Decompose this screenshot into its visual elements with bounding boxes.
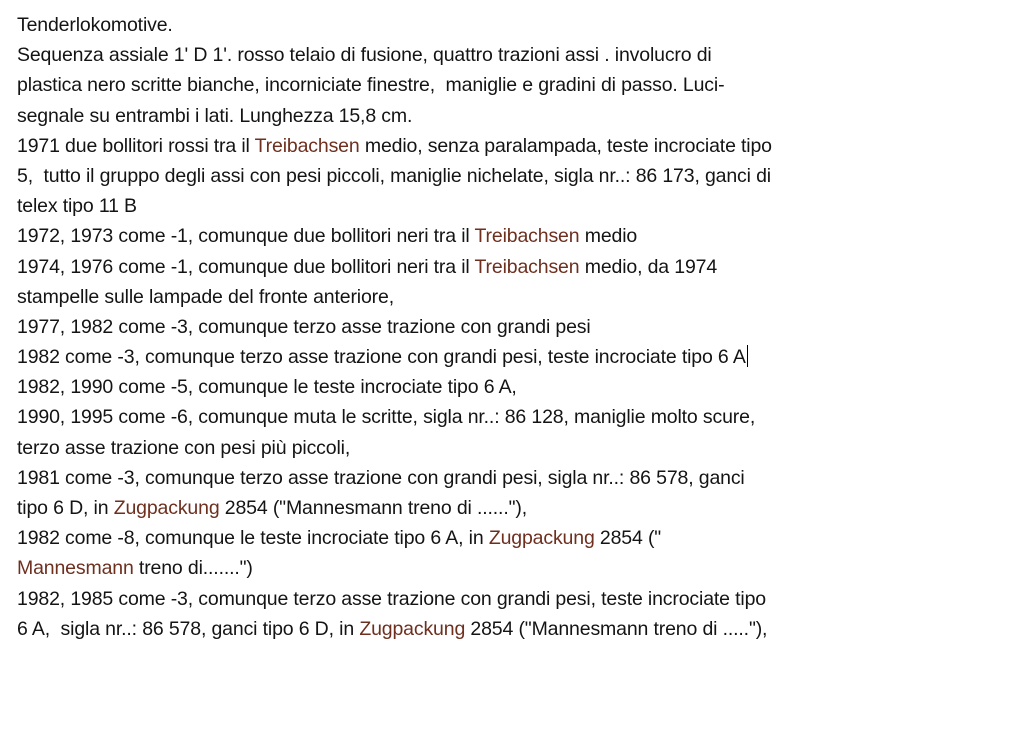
text-run: medio, da 1974 xyxy=(579,255,718,278)
text-line xyxy=(17,312,1017,342)
text-run: 1982, 1985 come -3, comunque terzo asse trazione con grandi pesi, teste incrociate tipo xyxy=(17,587,766,610)
text-run: 1974, 1976 come -1, comunque due bollitori neri tra il xyxy=(17,255,475,278)
text-run: 1977, 1982 come -3, comunque terzo asse trazione con grandi pesi xyxy=(17,315,591,338)
text-line xyxy=(17,402,1017,432)
text-line xyxy=(17,191,1017,221)
text-line xyxy=(17,40,1017,70)
text-line xyxy=(17,523,1017,553)
text-run: telex tipo 11 B xyxy=(17,195,137,218)
highlighted-term: Treibachsen xyxy=(474,225,580,248)
text-run: 2854 ("Mannesmann treno di ......"), xyxy=(219,497,527,519)
highlighted-term: Zugpackung xyxy=(359,617,466,640)
text-line xyxy=(17,553,1017,583)
highlighted-term: Treibachsen xyxy=(474,255,580,278)
text-run: treno di.......") xyxy=(133,557,253,580)
text-run: 6 A, sigla nr..: 86 578, ganci tipo 6 D, in xyxy=(17,617,360,640)
text-cursor xyxy=(747,345,748,367)
text-run: 1982, 1990 come -5, comunque le teste incrociate tipo 6 A, xyxy=(17,376,517,399)
text-run: 1972, 1973 come -1, comunque due bollitori neri tra il xyxy=(17,225,475,248)
text-run: 1982 come -8, comunque le teste incrociate tipo 6 A, in xyxy=(17,527,489,550)
text-line xyxy=(17,252,1017,282)
text-run: 2854 (" xyxy=(594,527,662,550)
highlighted-term: Treibachsen xyxy=(254,134,360,157)
text-line xyxy=(17,131,1017,161)
text-run: 1982 come -3, comunque terzo asse trazione con grandi pesi, teste incrociate tipo 6 A xyxy=(17,346,746,369)
text-line xyxy=(17,614,1017,644)
text-line xyxy=(17,221,1017,251)
text-run: stampelle sulle lampade del fronte anteriore, xyxy=(17,285,394,308)
text-run: 1990, 1995 come -6, comunque muta le scritte, sigla nr..: 86 128, maniglie molto scure, xyxy=(17,406,756,429)
text-line xyxy=(17,584,1017,614)
text-run: 2854 ("Mannesmann treno di ....."), xyxy=(465,617,768,640)
text-run: 5, tutto il gruppo degli assi con pesi piccoli, maniglie nichelate, sigla nr..: 86 173, ganci di xyxy=(17,164,771,187)
text-line xyxy=(17,10,1017,40)
text-run: segnale su entrambi i lati. Lunghezza 15,8 cm. xyxy=(17,104,413,127)
highlighted-term: Mannesmann xyxy=(17,557,134,580)
document-text-body[interactable] xyxy=(17,10,1017,644)
text-run: terzo asse trazione con pesi più piccoli, xyxy=(17,436,351,459)
text-run: 1981 come -3, comunque terzo asse trazione con grandi pesi, sigla nr..: 86 578, ganci xyxy=(17,466,745,489)
text-run: Tenderlokomotive. xyxy=(17,14,173,36)
text-line xyxy=(17,433,1017,463)
text-run: medio, senza paralampada, teste incrociate tipo xyxy=(359,134,772,157)
text-run: tipo 6 D, in xyxy=(17,497,114,519)
text-line xyxy=(17,282,1017,312)
text-line xyxy=(17,101,1017,131)
highlighted-term: Zugpackung xyxy=(113,497,220,519)
text-line xyxy=(17,372,1017,402)
text-run: 1971 due bollitori rossi tra il xyxy=(17,134,255,157)
text-line xyxy=(17,70,1017,100)
text-line xyxy=(17,493,1017,523)
text-run: Sequenza assiale 1' D 1'. rosso telaio di fusione, quattro trazioni assi . involucro di xyxy=(17,44,712,67)
text-line xyxy=(17,161,1017,191)
highlighted-term: Zugpackung xyxy=(488,527,595,550)
text-line xyxy=(17,342,1017,372)
text-run: medio xyxy=(579,225,638,248)
text-run: plastica nero scritte bianche, incorniciate finestre, maniglie e gradini di passo. Luci- xyxy=(17,74,725,97)
text-line xyxy=(17,463,1017,493)
